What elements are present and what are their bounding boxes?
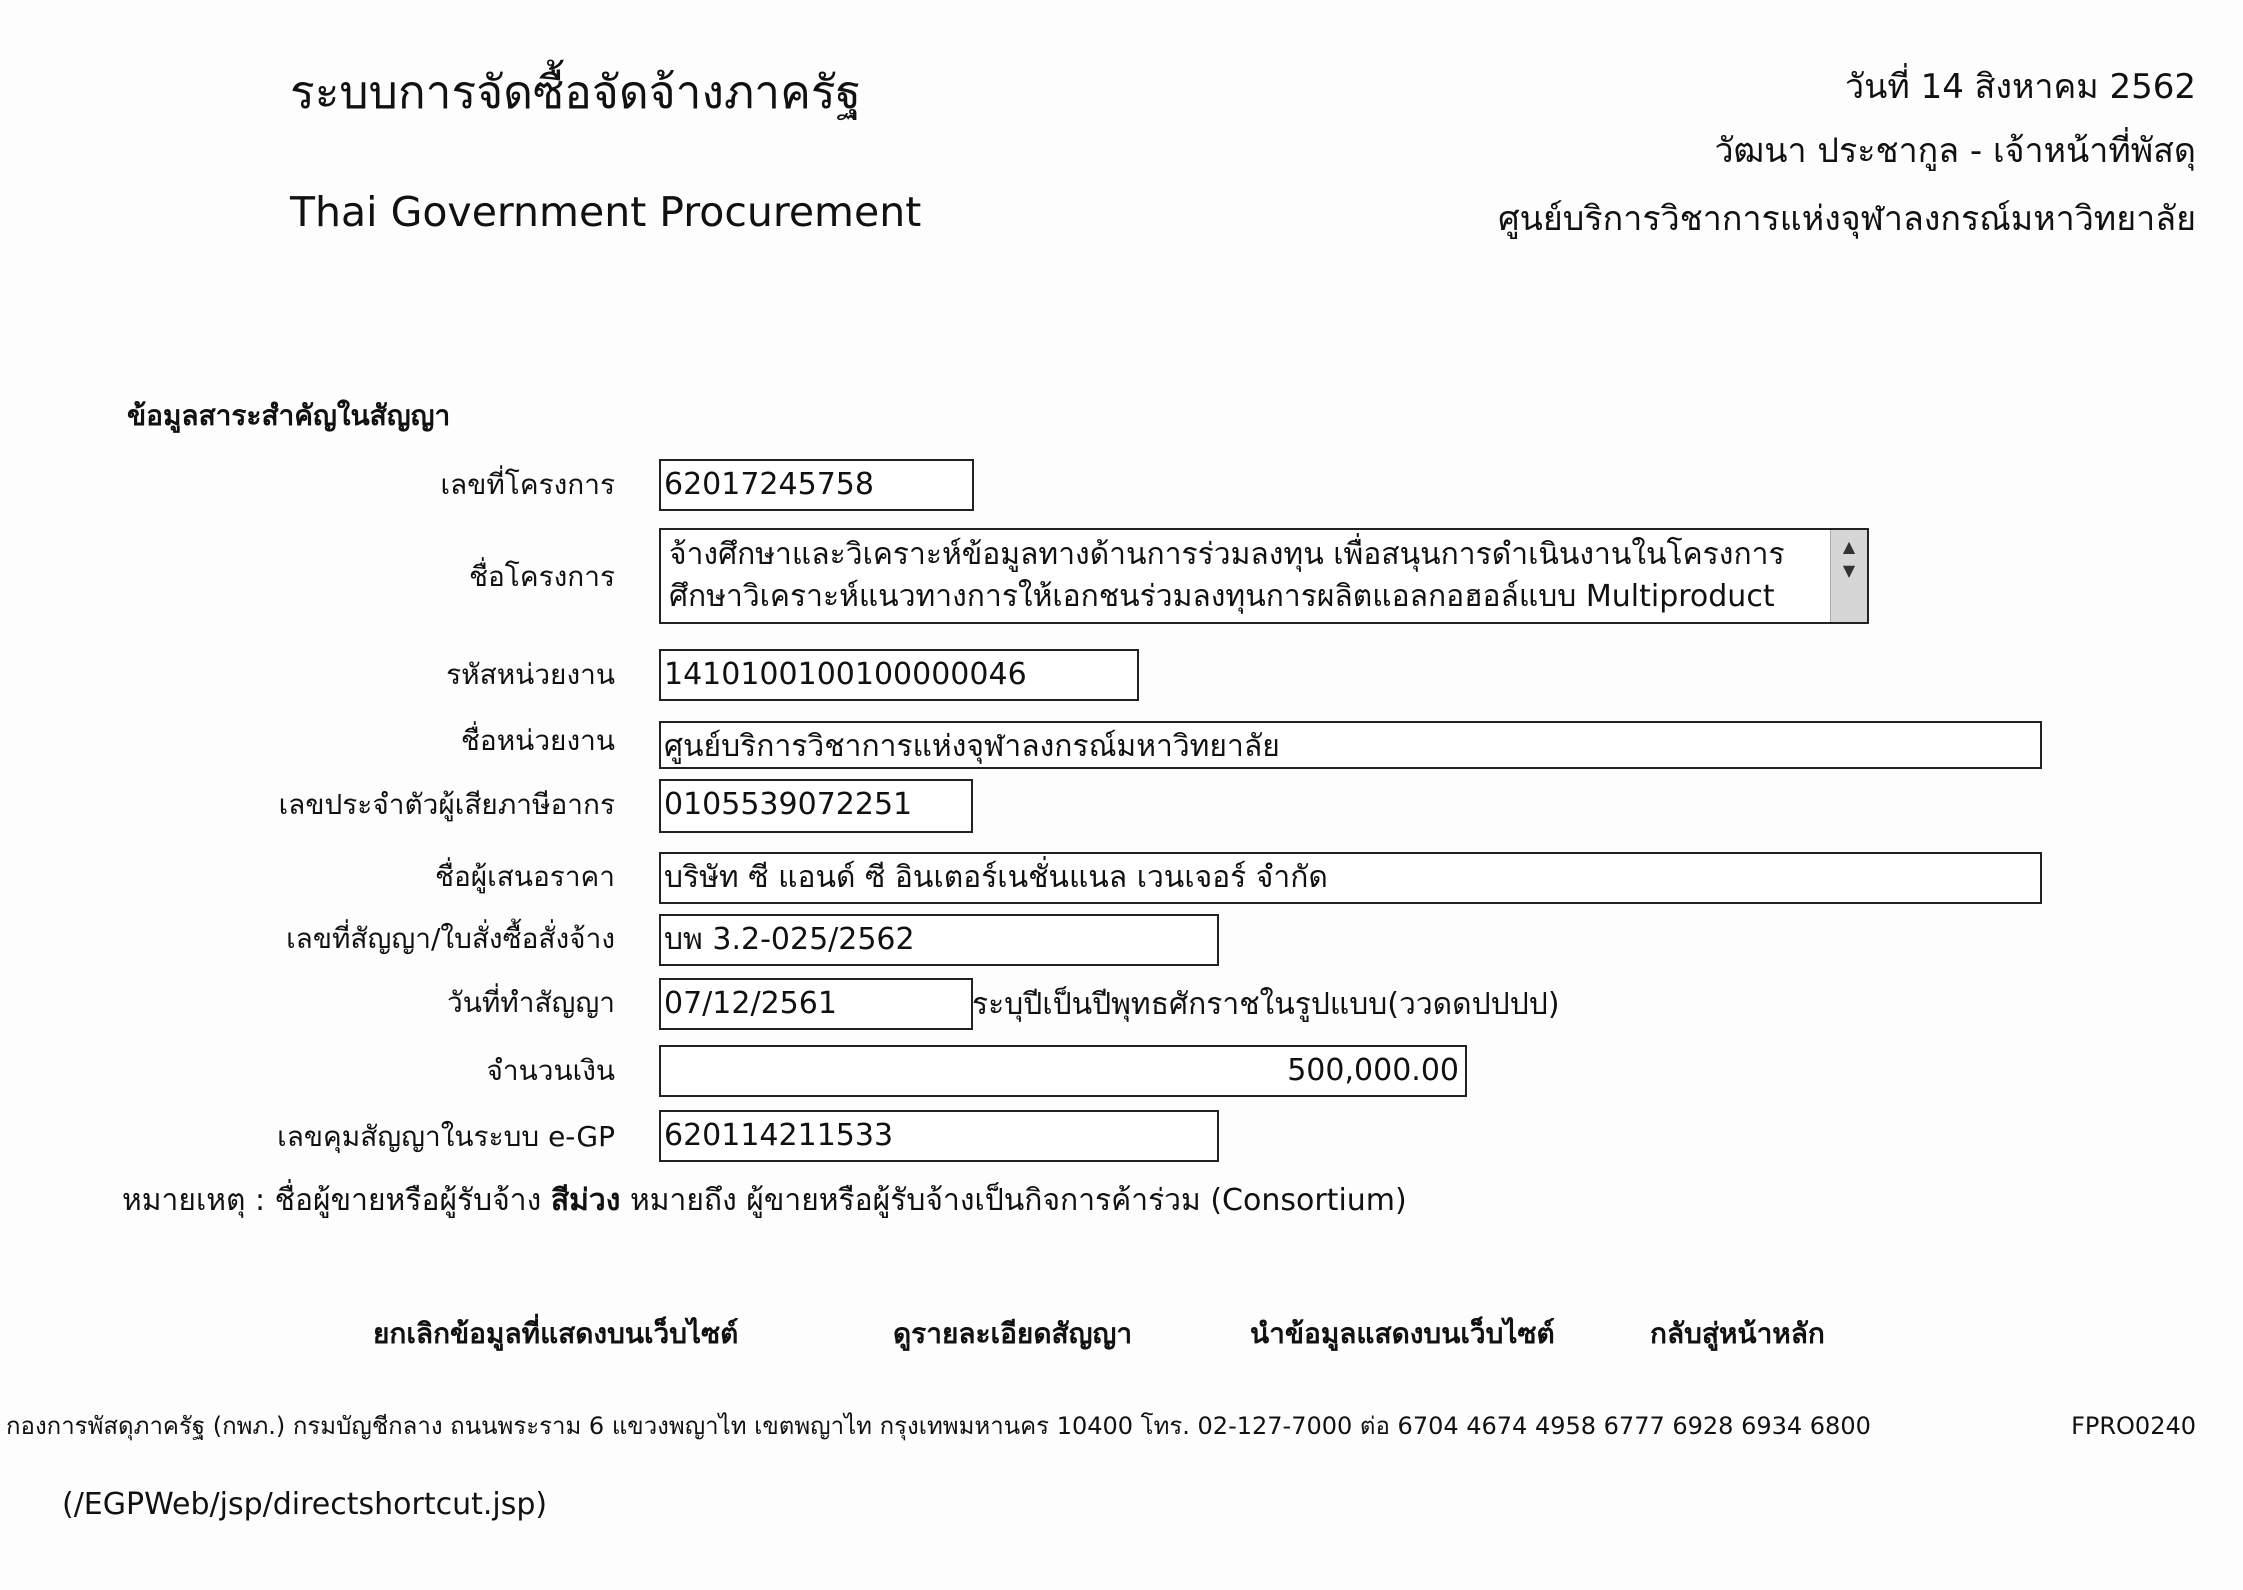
unit-code-label: รหัสหน่วยงาน: [446, 658, 615, 691]
page-code: FPRO0240: [2071, 1412, 2196, 1440]
note-emphasis: สีม่วง: [550, 1183, 621, 1218]
unit-name-field[interactable]: ศูนย์บริการวิชาการแห่งจุฬาลงกรณ์มหาวิทยาลัย: [659, 721, 2042, 769]
contract-date-label: วันที่ทำสัญญา: [446, 986, 615, 1019]
project-name-textarea[interactable]: [659, 528, 1869, 624]
page-path: (/EGPWeb/jsp/directshortcut.jsp): [62, 1487, 548, 1522]
cancel-display-link[interactable]: ยกเลิกข้อมูลที่แสดงบนเว็บไซต์: [373, 1317, 739, 1350]
current-date: วันที่ 14 สิงหาคม 2562: [1845, 67, 2196, 107]
project-name-text: จ้างศึกษาและวิเคราะห์ข้อมูลทางด้านการร่วมลงทุน เพื่อสนุนการดำเนินงานในโครงการศึกษาวิเคราะห์แนวทางการให้เอกชนร่วมลงทุนการผลิตแอลกอฮอล์แบบ Multiproduct: [669, 537, 1785, 614]
user-agency: ศูนย์บริการวิชาการแห่งจุฬาลงกรณ์มหาวิทยาลัย: [1498, 199, 2196, 239]
home-link[interactable]: กลับสู่หน้าหลัก: [1650, 1317, 1825, 1350]
project-no-label: เลขที่โครงการ: [440, 468, 615, 501]
project-name-scrollbar[interactable]: [1830, 530, 1867, 622]
contract-date-hint: ระบุปีเป็นปีพุทธศักราชในรูปแบบ(ววดดปปปป): [972, 987, 1560, 1022]
egp-no-label: เลขคุมสัญญาในระบบ e-GP: [277, 1120, 615, 1153]
note: [122, 1180, 1407, 1222]
contract-no-field[interactable]: บพ 3.2-025/2562: [659, 914, 1219, 966]
system-title-thai: ระบบการจัดซื้อจัดจ้างภาครัฐ: [290, 65, 861, 119]
egp-no-field[interactable]: 620114211533: [659, 1110, 1219, 1162]
note-suffix: หมายถึง ผู้ขายหรือผู้รับจ้างเป็นกิจการค้าร่วม (Consortium): [620, 1183, 1407, 1218]
contract-no-label: เลขที่สัญญา/ใบสั่งซื้อสั่งจ้าง: [286, 922, 615, 955]
bidder-label: ชื่อผู้เสนอราคา: [434, 860, 615, 893]
tax-id-label: เลขประจำตัวผู้เสียภาษีอากร: [278, 788, 615, 821]
scroll-up-icon[interactable]: ▲: [1842, 537, 1856, 556]
contract-date-field[interactable]: 07/12/2561: [659, 978, 973, 1030]
unit-name-label: ชื่อหน่วยงาน: [460, 724, 615, 757]
scroll-down-icon[interactable]: ▼: [1842, 561, 1856, 580]
project-no-field[interactable]: 62017245758: [659, 459, 974, 511]
publish-link[interactable]: นำข้อมูลแสดงบนเว็บไซต์: [1250, 1317, 1555, 1350]
project-name-label: ชื่อโครงการ: [468, 560, 615, 593]
note-prefix: หมายเหตุ : ชื่อผู้ขายหรือผู้รับจ้าง: [122, 1183, 551, 1218]
amount-label: จำนวนเงิน: [486, 1054, 615, 1087]
tax-id-field[interactable]: 0105539072251: [659, 779, 973, 833]
unit-code-field[interactable]: 1410100100100000046: [659, 649, 1139, 701]
amount-field[interactable]: 500,000.00: [659, 1045, 1467, 1097]
view-contract-link[interactable]: ดูรายละเอียดสัญญา: [893, 1317, 1133, 1350]
section-title: ข้อมูลสาระสำคัญในสัญญา: [127, 399, 451, 432]
system-title-english: Thai Government Procurement: [290, 188, 922, 236]
user-info: วัฒนา ประชากูล - เจ้าหน้าที่พัสดุ: [1714, 131, 2196, 171]
bidder-field[interactable]: บริษัท ซี แอนด์ ซี อินเตอร์เนชั่นแนล เวนเจอร์ จำกัด: [659, 852, 2042, 904]
footer-address: กองการพัสดุภาครัฐ (กพภ.) กรมบัญชีกลาง ถนนพระราม 6 แขวงพญาไท เขตพญาไท กรุงเทพมหานคร 10400 โทร. 02-127-7000 ต่อ 6704 4674 4958 6777 6928 6934 6800: [6, 1412, 1871, 1440]
